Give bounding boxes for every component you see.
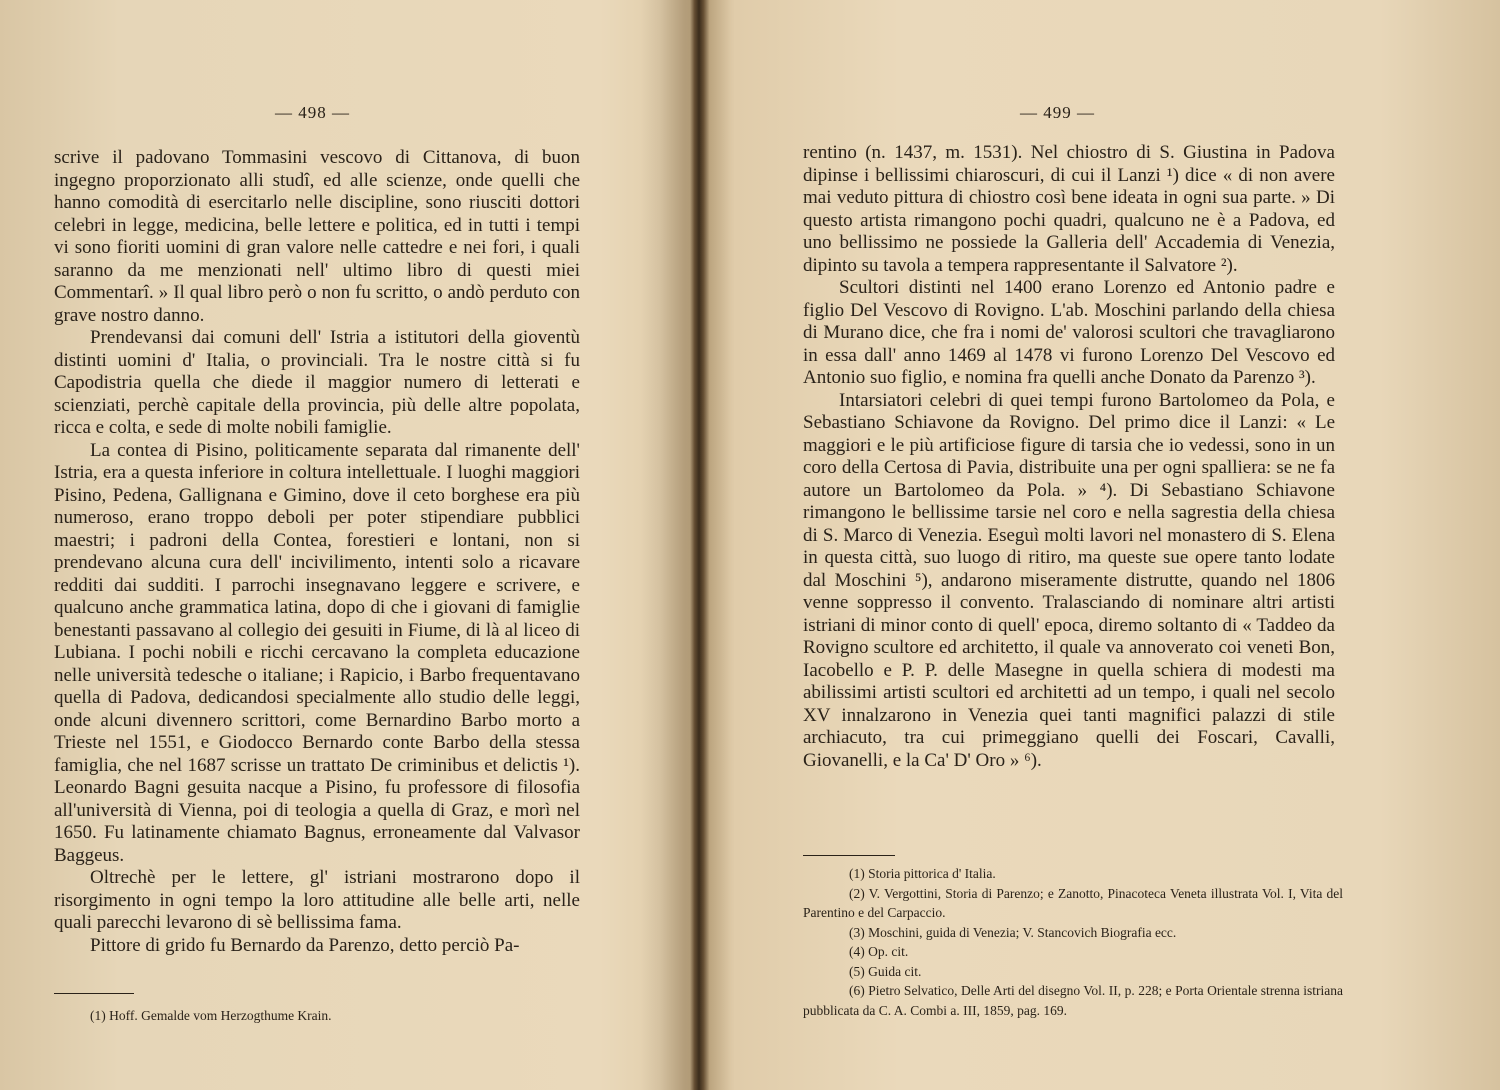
paragraph: rentino (n. 1437, m. 1531). Nel chiostro di S. Giustina in Padova dipinse i bellissimi chiaroscuri, di cui il Lanzi ¹) dice « di non avere mai veduto pittura di chiostro così bene ideata in ogni sua parte. » Di questo artista rimangono pochi quadri, qualcuno ne è a Padova, ed uno bellissimo ne possiede la Galleria dell' Accademia di Venezia, dipinto su tavola a tempera rappresentante il Salvatore ²). [803,142,1335,276]
footnote: (1) Storia pittorica d' Italia. [849,866,996,881]
footnote: (4) Op. cit. [849,944,909,959]
footnote: (2) V. Vergottini, Storia di Parenzo; e Zanotto, Pinacoteca Veneta illustrata Vol. I, Vita del Parentino e del Carpaccio. [803,885,1343,920]
footnote-rule [54,993,134,994]
footnote: (6) Pietro Selvatico, Delle Arti del disegno Vol. II, p. 228; e Porta Orientale strenna istriana pubblicata da C. A. Combi a. III, 1859, pag. 169. [803,983,1343,1018]
footnotes [803,864,1343,1020]
paragraph: Scultori distinti nel 1400 erano Lorenzo ed Antonio padre e figlio Del Vescovo di Rovigno. L'ab. Moschini parlando della chiesa di Murano dice, che fra i nomi de' valorosi scultori che travagliarono in essa dall' anno 1469 al 1478 vi furono Lorenzo Del Vescovo ed Antonio suo figlio, e nomina fra quelli anche Donato da Parenzo ³). [803,277,1335,388]
footnote: (5) Guida cit. [849,963,922,979]
footnote: (1) Hoff. Gemalde vom Herzogthume Krain. [90,1008,332,1023]
paragraph: scrive il padovano Tommasini vescovo di Cittanova, di buon ingegno proporzionato alli studî, ed alle scienze, onde quelli che hanno comodità di esercitarlo nelle discipline, sono riusciti dottori celebri in legge, medicina, belle lettere e politica, ed in tutti i tempi vi sono fioriti uomini di gran valore nelle cattedre e nei fori, i quali saranno da me menzionati nell' ultimo libro di questi miei Commentarî. » Il qual libro però o non fu scritto, o andò perduto con grave nostro danno. [54,147,580,326]
page-body [54,147,580,957]
page-number: — 499 — [1020,103,1095,122]
footnotes [90,1006,590,1026]
paragraph: Oltrechè per le lettere, gl' istriani mostrarono dopo il risorgimento in ogni tempo la loro attitudine alle belle arti, nelle quali parecchi levarono di sè bellissima fama. [54,867,580,933]
footnote: (3) Moschini, guida di Venezia; V. Stancovich Biografia ecc. [849,924,1177,940]
left-page [0,0,690,1090]
paragraph: Prendevansi dai comuni dell' Istria a istitutori della gioventù distinti uomini d' Italia, o provinciali. Tra le nostre città si fu Capodistria quella che diede il maggior numero di letterati e scienziati, perchè capitale della provincia, più delle altre popolata, ricca e colta, e sede di molte nobili famiglie. [54,327,580,438]
footnote-rule [803,855,895,856]
paragraph: Intarsiatori celebri di quei tempi furono Bartolomeo da Pola, e Sebastiano Schiavone da Rovigno. Del primo dice il Lanzi: « Le maggiori e le più artificiose figure di tarsia che io vedessi, sono in un coro della Certosa di Pavia, distribuite una per ogni spalliera: se ne fa autore un Bartolomeo da Pola. » ⁴). Di Sebastiano Schiavone rimangono le bellissime tarsie nel coro e nella sagrestia della chiesa di S. Marco di Venezia. Eseguì molti lavori nel monastero di S. Elena in questa città, suo luogo di ritiro, ma queste sue opere tanto lodate dal Moschini ⁵), andarono miseramente distrutte, quando nel 1806 venne soppresso il convento. Tralasciando di nominare altri artisti istriani di minor conto di quell' epoca, diremo soltanto di « Taddeo da Rovigno scultore ed architetto, il quale va annoverato coi veneti Bon, Iacobello e P. P. delle Masegne in quella schiera di modesti ma abilissimi artisti scultori ed architetti ad un tempo, i quali nel secolo XV innalzarono in Venezia quei tanti magnifici palazzi di stile archiacuto, tra cui primeggiano quelli dei Foscari, Cavalli, Giovanelli, e la Ca' D' Oro » ⁶). [803,389,1335,771]
page-body [803,142,1335,772]
paragraph: La contea di Pisino, politicamente separata dal rimanente dell' Istria, era a questa inferiore in coltura intellettuale. I luoghi maggiori Pisino, Pedena, Gallignana e Gimino, dove il ceto borghese era più numeroso, erano troppo deboli per poter stipendiare pubblici maestri; i padroni della Contea, forestieri e lontani, non si prendevano alcuna cura dell' incivilimento, intenti solo a ricavare redditi dai sudditi. I parrochi insegnavano leggere e scrivere, e qualcuno anche grammatica latina, dopo di che i giovani di famiglie benestanti passavano al collegio dei gesuiti in Fiume, di là al liceo di Lubiana. I pochi nobili e ricchi cercavano la completa educazione nelle università tedesche o italiane; i Rapicio, i Barbo frequentavano quella di Padova, dedicandosi specialmente allo studio delle leggi, onde alcuni divennero scrittori, come Bernardino Barbo morto a Trieste nel 1551, e Giodocco Bernardo conte Barbo della stessa famiglia, che nel 1687 scrisse un trattato De criminibus et delictis ¹). Leonardo Bagni gesuita nacque a Pisino, fu professore di filosofia all'università di Vienna, poi di teologia a quella di Graz, e morì nel 1650. Fu latinamente chiamato Bagnus, erroneamente dal Valvasor Baggeus. [54,439,580,866]
paragraph: Pittore di grido fu Bernardo da Parenzo, detto perciò Pa- [90,934,520,956]
page-number: — 498 — [275,103,350,122]
right-page [705,0,1500,1090]
